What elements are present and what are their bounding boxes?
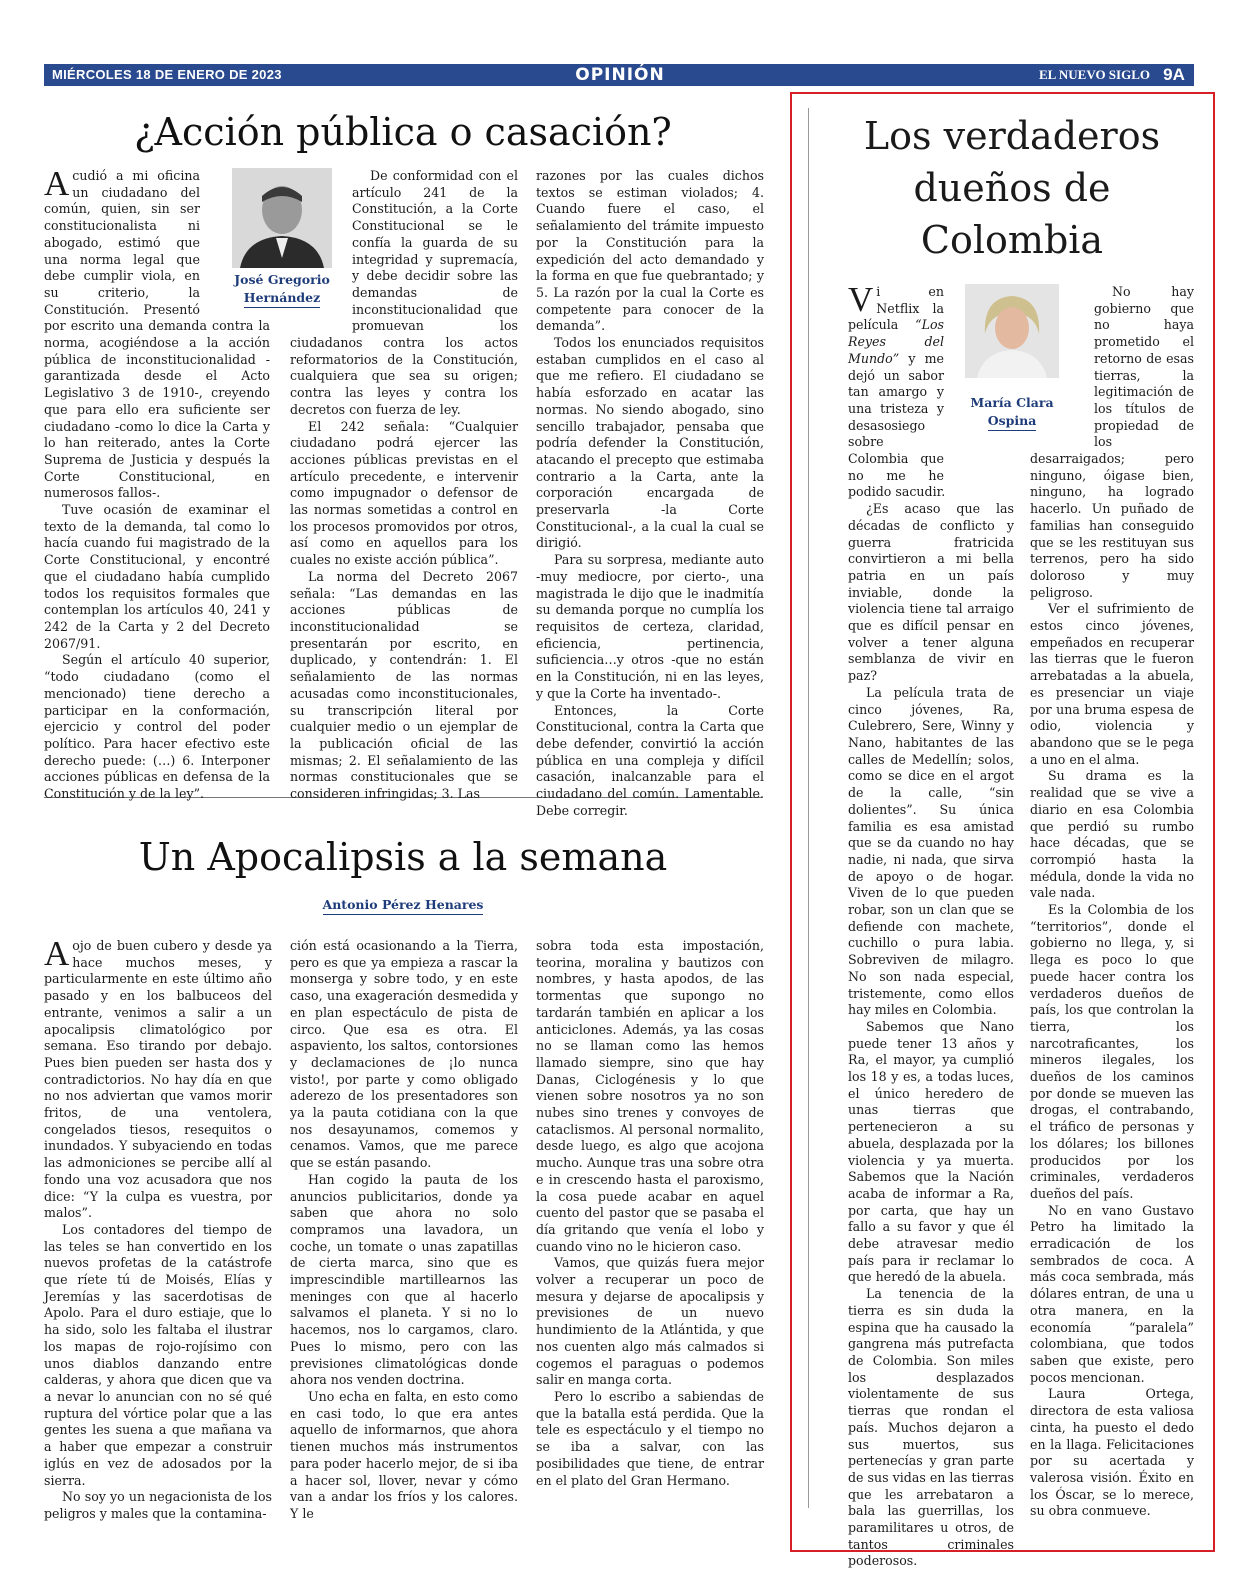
- paragraph: y me dejó un sabor tan amargo y una tristeza y desasosiego sobre Colombia que no me he podido sacudir.: [848, 350, 946, 500]
- publication-name: EL NUEVO SIGLO: [1039, 67, 1150, 82]
- title-line: dueños de: [913, 166, 1111, 210]
- article2-column-2: [290, 938, 518, 1521]
- header-section: OPINIÓN: [575, 65, 665, 85]
- article2-column-1: [44, 934, 272, 1521]
- paragraph: No soy yo un negacionista de los peligros y males que la contamina-: [44, 1489, 272, 1521]
- article2-column-3: [536, 938, 764, 1498]
- paragraph: Pero lo escribo a sabiendas de que la batalla está perdida. Que la tele es espectáculo y el tiempo no se iba a salvar, con las posibilidades que tiene, de entrar en el plato del Gran Hermano.: [536, 1388, 764, 1488]
- paragraph: Entonces, la Corte Constitucional, contra la Carta que debe defender, convirtió la acción pública en una compleja y difícil casación, inalcanzable para el ciudadano del común. Lamentable. Debe corregir.: [536, 702, 764, 818]
- paragraph: Uno echa en falta, en esto como en casi todo, lo que era antes aquello de informarnos, que ahora tienen muchos más instrumentos para poder hacerlo mejor, de si iba a hacer sol, llover, nevar y cómo van a andar los fríos y los calores. Y le: [290, 1388, 518, 1521]
- paragraph: Todos los enunciados requisitos estaban cumplidos en el caso al que me refiero. El ciudadano se había esforzado en acatar las normas. No siendo abogado, sino sencillo trabajador, pensaba que podría defender la Constitución, atacando el precepto que estimaba contrario a la Carta, ante la corporación encargada de preservarla -la Corte Constitucional-, a la cual la cual se dirigió.: [536, 335, 764, 551]
- paragraph: La película trata de cinco jóvenes, Ra, Culebrero, Sere, Winny y Nano, habitantes de las calles de Medellín; solos, como se dice en el argot de la calle, “sin dolientes”. Su única familia es esa amistad que se da cuando no hay nadie, ni nada, que sirva de apoyo o de hogar. Viven de lo que pueden robar, son un clan que se defiende con machete, cuchillo o pura labia. Sobreviven de milagro. No son nada especial, tristemente, como ellos hay miles en Colombia.: [848, 684, 1014, 1018]
- paragraph: ¿Es acaso que las décadas de conflicto y guerra fratricida convirtieron a mi bella patria en un país inviable, donde la violencia tiene tal arraigo que es difícil pensar en volver a tener alguna semblanza de vivir en paz?: [848, 501, 1014, 684]
- paragraph: La tenencia de la tierra es sin duda la espina que ha causado la gangrena más putrefacta de Colombia. Son miles los desplazados violentamente de sus tierras que rondan el país. Muchos dejaron a sus muertos, sus pertenecías y gran parte de sus vidas en las tierras que les arrebataron a bala las guerrillas, los paramilitares u otros, de tantos criminales poderosos.: [848, 1286, 1014, 1569]
- paragraph: Laura Ortega, directora de esta valiosa cinta, ha puesto el dedo en la llaga. Felicitaciones por su acertada y valerosa visión. Éxito en los Óscar, se lo merece, su obra conmueve.: [1030, 1386, 1194, 1519]
- paragraph: Su drama es la realidad que se vive a diario en esa Colombia que perdió su rumbo hace décadas, que se corrompió hasta la médula, donde la vida no vale nada.: [1030, 768, 1194, 901]
- article2-author: [230, 896, 576, 915]
- article1-column-2: [290, 168, 518, 802]
- paragraph: Según el artículo 40 superior, “todo ciudadano (como el mencionado) tiene derecho a participar en la conformación, ejercicio y control del poder político. Para hacer efectivo este derecho puede: (…) 6. Interponer acciones públicas en defensa de la Constitución y de la ley”.: [44, 652, 270, 802]
- article3-column-2: [1030, 284, 1194, 1519]
- paragraph: sobra toda esta impostación, teorina, moralina y bautizos con nombres, y hasta apodos, de las tormentas que supongo no tardarán también en aplicar a los anticiclones. Además, ya las cosas no se llaman como las hemos llamado siempre, sino que hay Danas, Ciclogénesis y lo que vienen sobre nosotros ya no son nubes sino trenes y convoyes de cataclismos. Al personal normalito, desde luego, es algo que acojona mucho. Aunque tras una sobre otra e in crescendo hasta el paroxismo, la cosa puede acabar en aquel cuento del pastor que se pasaba el día gritando que venía el lobo y cuando vino no le hicieron caso.: [536, 938, 764, 1254]
- drop-cap: A: [44, 164, 70, 203]
- article2-title: Un Apocalipsis a la semana: [138, 835, 668, 879]
- title-line: Colombia: [920, 218, 1104, 262]
- paragraph: Han cogido la pauta de los anuncios publicitarios, donde ya saben que ahora no solo compramos una lavadora, un coche, un tomate o unas zapatillas de cierta marca, sino que es imprescindible martillearnos las meninges con que al hacerlo salvamos el planeta. Y si no lo hacemos, nos lo cargamos, claro. Pues lo mismo, pero con las previsiones climatológicas donde ahora nos venden doctrina.: [290, 1171, 518, 1388]
- paragraph: Para su sorpresa, mediante auto -muy mediocre, por cierto-, una magistrada le dijo que le inadmitía su demanda porque no cumplía los requisitos de certeza, claridad, eficiencia, pertinencia, suficiencia…y otros -que no están en la Constitución, ni en las leyes, y que la Corte ha inventado-.: [536, 552, 764, 701]
- paragraph: Sabemos que Nano puede tener 13 años y Ra, el mayor, ya cumplió los 18 y es, a todas luces, el único heredero de unas tierras que pertenecieron a su abuela, desplazada por la violencia y ya muerta. Sabemos que la Nación acaba de informar a Ra, por carta, que hay un fallo a su favor y que él debe atravesar medio país para ir reclamar lo que heredó de la abuela.: [848, 1018, 1014, 1285]
- column-divider: [808, 108, 809, 1508]
- author-name: Antonio Pérez Henares: [323, 896, 484, 915]
- title-line: Los verdaderos: [863, 114, 1161, 158]
- paragraph: No en vano Gustavo Petro ha limitado la erradicación de los sembrados de coca. A más coca sembrada, más dólares entran, de una u otra manera, en la economía “paralela” colombiana, que todos saben que existe, pero pocos mencionan.: [1030, 1202, 1194, 1385]
- paragraph: No hay gobierno que no haya prometido el retorno de esas tierras, la legitimación de los títulos de propiedad de los desarraigados; pero ninguno, óigase bien, ninguno, ha logrado hacerlo. Un puñado de familias han conseguido que se les restituyan sus terrenos, pero ha sido doloroso y muy peligroso.: [1030, 284, 1194, 600]
- drop-cap: V: [848, 280, 874, 319]
- article1-column-1: [44, 164, 270, 802]
- author-first-name: María Clara: [970, 395, 1054, 410]
- article1-column-3: [536, 168, 764, 818]
- paragraph: De conformidad con el artículo 241 de la Constitución, a la Corte Constitucional se le confía la guarda de su integridad y supremacía, y debe decidir sobre las demandas de inconstitucionalidad que promuevan los ciudadanos contra los actos reformatorios de la Constitución, cualquiera que sea su origen; contra las leyes y contra los decretos con fuerza de ley.: [290, 168, 518, 417]
- page-number: 9A: [1163, 65, 1185, 84]
- author-first-name: José Gregorio: [234, 272, 330, 287]
- paragraph: Vamos, que quizás fuera mejor volver a recuperar un poco de mesura y dejarse de apocalipsis y previsiones de un nuevo hundimiento de la Atlántida, y que nos cuenten algo más calmados si cogemos el paraguas o podemos salir en manga corta.: [536, 1255, 764, 1388]
- paragraph: Los contadores del tiempo de las teles se han convertido en los nuevos profetas de la catástrofe que ríete tú de Moisés, Elías y Jeremías y las sacerdotisas de Apolo. Para el duro estiaje, que lo ha sido, solo les faltaba el ilustrar los mapas de rojo-rojísimo con unos diablos danzando entre calderas, y ahora que dicen que va a nevar lo anuncian con no sé qué ruptura del vórtice polar que a las gentes les suena a que mañana va a haber que empezar a construir iglús en vez de adosados por la sierra.: [44, 1221, 272, 1488]
- author-last-name: Ospina: [988, 412, 1037, 431]
- article3-title: [820, 110, 1204, 266]
- paragraph: razones por las cuales dichos textos se estiman violados; 4. Cuando fuere el caso, el señalamiento del trámite impuesto por la Constitución para la expedición del acto demandado y la forma en que fue quebrantado; y 5. La razón por la cual la Corte es competente para conocer de la demanda”.: [536, 168, 764, 334]
- paragraph: i en Netflix la película: [848, 284, 944, 333]
- article3-column-1: [848, 280, 1014, 1569]
- film-title: “Los Reyes del Mundo”: [848, 317, 944, 366]
- drop-cap: A: [44, 934, 70, 973]
- paragraph: ción está ocasionando a la Tierra, pero es que ya empieza a rascar la monserga y sobre todo, y en este caso, una exageración desmedida y en plan espectáculo de pista de circo. Que esa es otra. El aspaviento, los saltos, contorsiones y declamaciones de ¡lo nunca visto!, por parte y como obligado aderezo de los presentadores son ya la pauta cotidiana con la que nos desayunamos, comemos y cenamos. Vamos, que me parece que se están pasando.: [290, 938, 518, 1171]
- paragraph: Tuve ocasión de examinar el texto de la demanda, tal como lo hacía cuando fui magistrado de la Corte Constitucional, y encontré que el ciudadano había cumplido todos los requisitos formales que contemplan los artículos 40, 241 y 242 de la Carta y 2 del Decreto 2067/91.: [44, 502, 270, 651]
- header-date: MIÉRCOLES 18 DE ENERO DE 2023: [52, 67, 282, 82]
- author-last-name: Hernández: [244, 289, 320, 308]
- paragraph: Ver el sufrimiento de estos cinco jóvenes, empeñados en recuperar las tierras que le fueron arrebatadas a la abuela, es presenciar un viaje por una bruma espesa de odio, violencia y abandono que se le pega a uno en el alma.: [1030, 601, 1194, 767]
- paragraph: La norma del Decreto 2067 señala: “Las demandas en las acciones públicas de inconstitucionalidad se presentarán por escrito, en duplicado, y contendrán: 1. El señalamiento de las normas acusadas como inconstitucionales, su transcripción literal por cualquier medio o un ejemplar de la publicación oficial de las mismas; 2. El señalamiento de las normas constitucionales que se consideren infringidas; 3. Las: [290, 568, 518, 802]
- paragraph: El 242 señala: “Cualquier ciudadano podrá ejercer las acciones públicas previstas en el artículo precedente, e intervenir como impugnador o defensor de las normas sometidas a control en los procesos promovidos por otros, así como en aquellos para los cuales no existe acción pública”.: [290, 418, 518, 568]
- paragraph: Es la Colombia de los “territorios”, donde el gobierno no llega, y, si llega es poco lo que puede hacer contra los verdaderos dueños de país, los que controlan la tierra, los narcotraficantes, los mineros ilegales, los dueños de los caminos por donde se mueven las drogas, el contrabando, el tráfico de personas y los dólares; los billones producidos por los criminales, verdaderos dueños del país.: [1030, 902, 1194, 1201]
- article1-title: ¿Acción pública o casación?: [134, 110, 672, 154]
- paragraph: cudió a mi oficina un ciudadano del común, quien, sin ser constitucionalista ni abogado, estimó que una norma legal que debe cumplir viola, en su criterio, la Constitución. Presentó por escrito una demanda contra la norma, acogiéndose a la acción pública de inconstitucionalidad -garantizada desde el Acto Legislativo 3 de 1910-, creyendo que para ello era suficiente ser ciudadano -como lo dice la Carta y lo han reiterado, antes la Corte Suprema de Justicia y después la Corte Constitucional, en numerosos fallos-.: [44, 168, 270, 501]
- paragraph: ojo de buen cubero y desde ya hace muchos meses, y particularmente en este último año pasado y en los balbuceos del entrante, venimos a salir a un apocalipsis climatológico por semana. Eso tirando por debajo. Pues bien pueden ser hasta dos y contradictorios. No hay día en que no nos adviertan que vamos morir fritos, de una ventolera, congelados tiesos, resequitos o inundados. Y subyaciendo en todas las admoniciones se percibe allí al fondo una voz acusadora que nos dice: “Y la culpa es vuestra, por malos”.: [44, 938, 272, 1221]
